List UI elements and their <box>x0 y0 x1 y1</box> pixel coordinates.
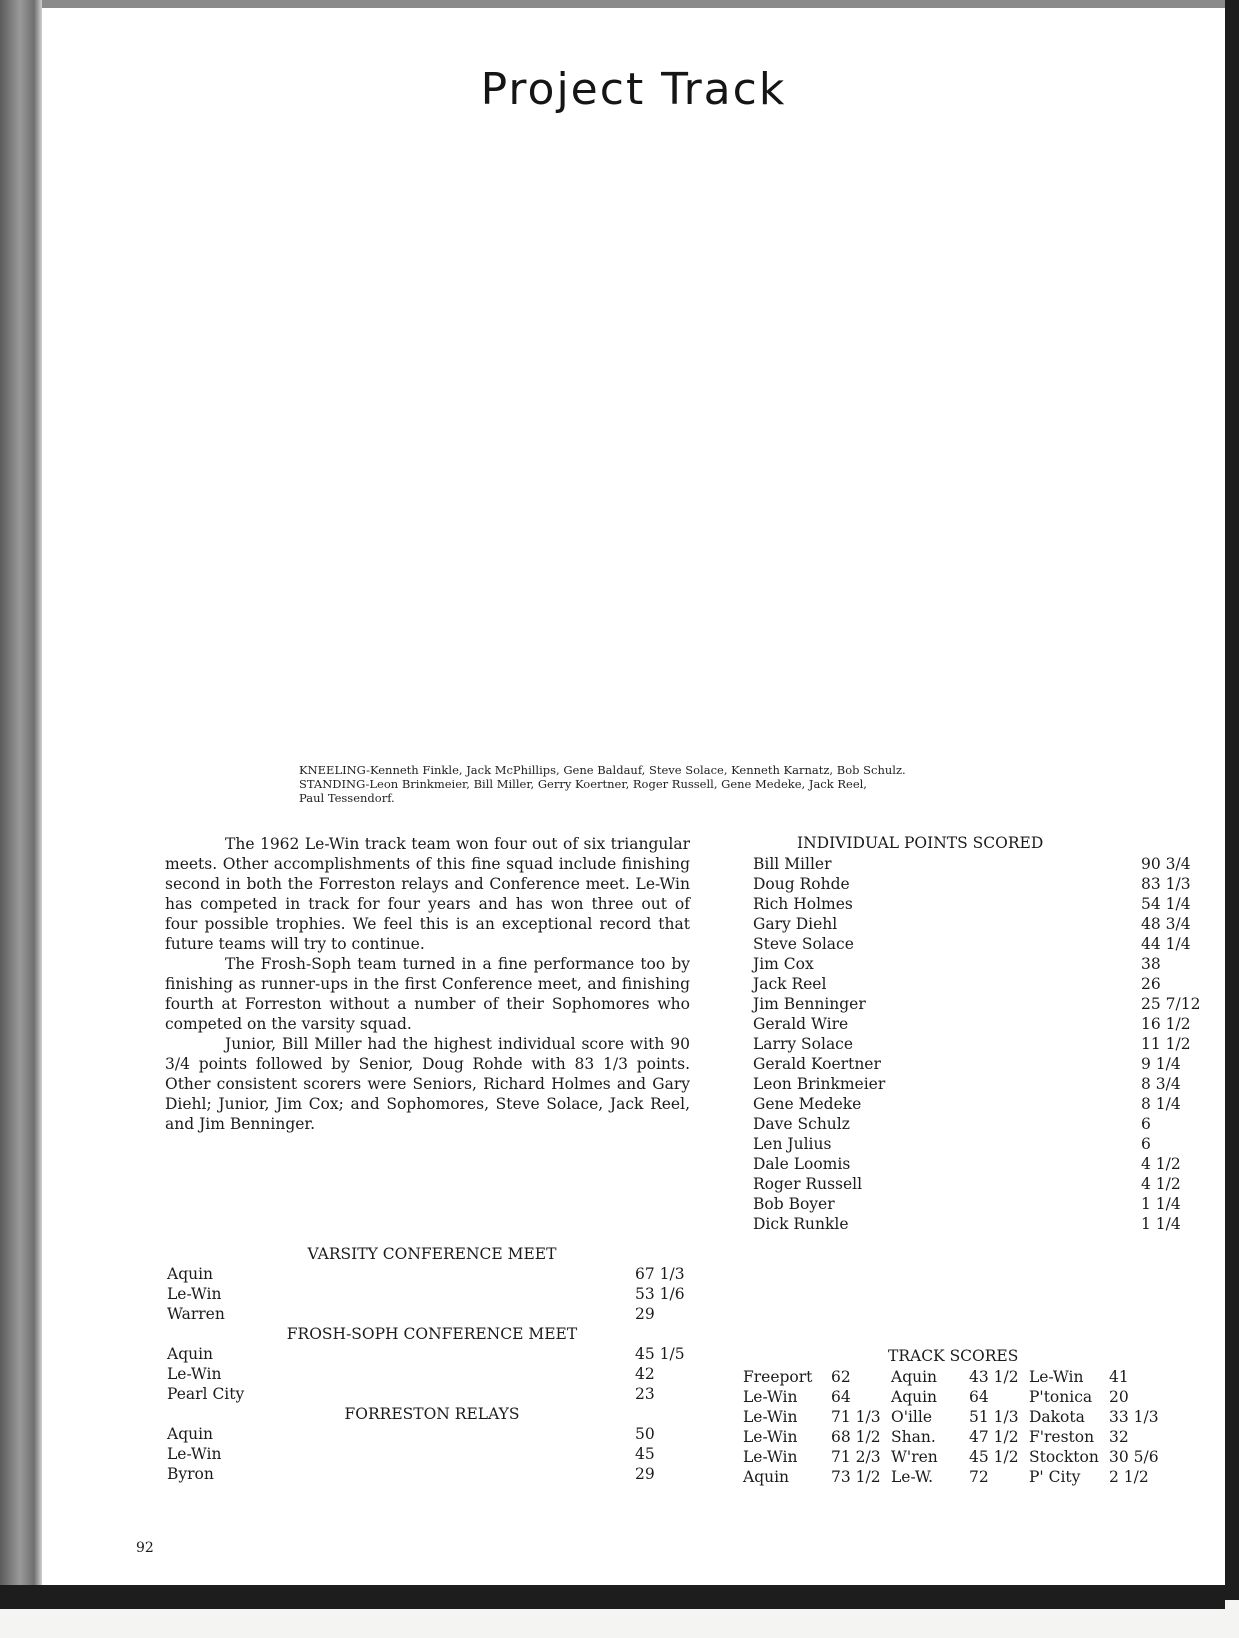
scorer-points: 83 1/3 <box>1141 875 1191 893</box>
list-item <box>167 1344 697 1364</box>
team-name: Le-Win <box>167 1445 222 1463</box>
meet-title: FROSH-SOPH CONFERENCE MEET <box>286 1325 578 1343</box>
team-score: 23 <box>635 1385 655 1403</box>
team-cell: Dakota <box>1029 1408 1085 1426</box>
list-item <box>753 894 1203 914</box>
scorer-points: 25 7/12 <box>1141 995 1201 1013</box>
list-item <box>753 1034 1203 1054</box>
scorer-points: 90 3/4 <box>1141 855 1191 873</box>
scorer-name: Bill Miller <box>753 855 832 873</box>
team-name: Aquin <box>167 1425 214 1443</box>
score-cell: 33 1/3 <box>1109 1408 1159 1426</box>
team-cell: O'ille <box>891 1408 933 1426</box>
score-cell: 30 5/6 <box>1109 1448 1159 1466</box>
score-cell: 71 1/3 <box>831 1408 881 1426</box>
team-cell: P'tonica <box>1029 1388 1093 1406</box>
list-item <box>753 1074 1203 1094</box>
scorer-name: Dale Loomis <box>753 1155 851 1173</box>
list-item <box>167 1264 697 1284</box>
scorer-points: 11 1/2 <box>1141 1035 1191 1053</box>
paragraph: The Frosh-Soph team turned in a fine performance too by finishing as runner-ups in the first Conference meet, and finishing fourth at Forreston without a number of their Sophomores who competed on the varsity squad. <box>165 955 690 1033</box>
track-scores-table <box>743 1367 1169 1487</box>
scorer-points: 8 1/4 <box>1141 1095 1181 1113</box>
scorer-points: 8 3/4 <box>1141 1075 1181 1093</box>
team-cell: P' City <box>1029 1468 1081 1486</box>
list-item <box>753 1214 1203 1234</box>
team-score: 29 <box>635 1305 655 1323</box>
team-cell: Aquin <box>743 1468 790 1486</box>
track-scores-title: TRACK SCORES <box>888 1347 1019 1365</box>
list-item <box>167 1284 697 1304</box>
score-cell: 71 2/3 <box>831 1448 881 1466</box>
team-cell: Stockton <box>1029 1448 1099 1466</box>
team-cell: Le-Win <box>1029 1368 1084 1386</box>
list-item <box>753 1114 1203 1134</box>
scorer-name: Roger Russell <box>753 1175 863 1193</box>
scorer-name: Rich Holmes <box>753 895 853 913</box>
table-row <box>743 1387 1169 1407</box>
list-item <box>753 1054 1203 1074</box>
paragraph: The 1962 Le-Win track team won four out of six triangular meets. Other accomplishments of this fine squad include finishing second in both the Forreston relays and Conference meet. Le-Win has competed in track for four years and has won three out of four possible trophies. We feel this is an exceptional record that future teams will try to continue. <box>165 835 690 953</box>
scan-bottom-edge <box>0 1585 1225 1609</box>
team-cell: Le-W. <box>891 1468 934 1486</box>
scorer-name: Gerald Koertner <box>753 1055 881 1073</box>
scorer-points: 44 1/4 <box>1141 935 1191 953</box>
team-score: 45 <box>635 1445 655 1463</box>
team-cell: Aquin <box>891 1388 938 1406</box>
caption-kneeling: KNEELING-Kenneth Finkle, Jack McPhillips, Gene Baldauf, Steve Solace, Kenneth Karnatz, Bob Schulz. <box>299 763 906 777</box>
scorer-points: 6 <box>1141 1135 1151 1153</box>
score-cell: 64 <box>969 1388 989 1406</box>
scan-right-edge <box>1225 0 1239 1600</box>
scorer-points: 6 <box>1141 1115 1151 1133</box>
scorer-name: Dick Runkle <box>753 1215 849 1233</box>
table-row <box>743 1427 1169 1447</box>
scorer-points: 16 1/2 <box>1141 1015 1191 1033</box>
team-score: 67 1/3 <box>635 1265 685 1283</box>
scorer-points: 26 <box>1141 975 1161 993</box>
meet-rows <box>167 1264 697 1324</box>
team-cell: Shan. <box>891 1428 936 1446</box>
scan-binding-edge <box>0 0 42 1600</box>
team-cell: Le-Win <box>743 1388 798 1406</box>
list-item <box>167 1444 697 1464</box>
scorer-points: 48 3/4 <box>1141 915 1191 933</box>
score-cell: 73 1/2 <box>831 1468 881 1486</box>
team-name: Warren <box>167 1305 225 1323</box>
team-cell: Le-Win <box>743 1408 798 1426</box>
photo-caption <box>299 763 1079 805</box>
list-item <box>753 914 1203 934</box>
list-item <box>167 1384 697 1404</box>
scorer-name: Jim Benninger <box>753 995 866 1013</box>
team-name: Aquin <box>167 1345 214 1363</box>
team-score: 45 1/5 <box>635 1345 685 1363</box>
list-item <box>753 954 1203 974</box>
individual-points-list <box>753 854 1203 1234</box>
scorer-name: Bob Boyer <box>753 1195 835 1213</box>
team-name: Le-Win <box>167 1365 222 1383</box>
varsity-meet <box>167 1244 697 1324</box>
team-name: Byron <box>167 1465 214 1483</box>
list-item <box>167 1424 697 1444</box>
score-cell: 45 1/2 <box>969 1448 1019 1466</box>
score-cell: 64 <box>831 1388 851 1406</box>
list-item <box>753 974 1203 994</box>
paragraph: Junior, Bill Miller had the highest individual score with 90 3/4 points followed by Senior, Doug Rohde with 83 1/3 points. Other consistent scorers were Seniors, Richard Holmes and Gary Diehl; Junior, Jim Cox; and Sophomores, Steve Solace, Jack Reel, and Jim Benninger. <box>165 1035 690 1133</box>
scorer-points: 54 1/4 <box>1141 895 1191 913</box>
score-cell: 72 <box>969 1468 989 1486</box>
scorer-points: 1 1/4 <box>1141 1195 1181 1213</box>
team-score: 53 1/6 <box>635 1285 685 1303</box>
scorer-points: 4 1/2 <box>1141 1175 1181 1193</box>
scorer-points: 1 1/4 <box>1141 1215 1181 1233</box>
list-item <box>753 1154 1203 1174</box>
team-name: Pearl City <box>167 1385 245 1403</box>
meet-title: VARSITY CONFERENCE MEET <box>307 1245 557 1263</box>
list-item <box>753 994 1203 1014</box>
caption-standing: STANDING-Leon Brinkmeier, Bill Miller, Gerry Koertner, Roger Russell, Gene Medeke, Jack Reel, <box>299 777 867 791</box>
table-row <box>743 1467 1169 1487</box>
team-cell: Aquin <box>891 1368 938 1386</box>
score-cell: 62 <box>831 1368 851 1386</box>
scorer-name: Jim Cox <box>753 955 814 973</box>
score-cell: 68 1/2 <box>831 1428 881 1446</box>
table-row <box>743 1367 1169 1387</box>
team-cell: Le-Win <box>743 1448 798 1466</box>
scorer-name: Gene Medeke <box>753 1095 862 1113</box>
scorer-name: Dave Schulz <box>753 1115 850 1133</box>
list-item <box>753 1014 1203 1034</box>
score-cell: 41 <box>1109 1368 1129 1386</box>
scorer-name: Larry Solace <box>753 1035 854 1053</box>
list-item <box>167 1304 697 1324</box>
score-cell: 47 1/2 <box>969 1428 1019 1446</box>
scorer-points: 9 1/4 <box>1141 1055 1181 1073</box>
frosh-soph-meet <box>167 1324 697 1404</box>
list-item <box>753 1134 1203 1154</box>
table-row <box>743 1447 1169 1467</box>
scan-top-edge <box>0 0 1239 8</box>
caption-standing-cont: Paul Tessendorf. <box>299 791 395 805</box>
page-number: 92 <box>136 1540 154 1556</box>
team-score: 29 <box>635 1465 655 1483</box>
team-cell: Le-Win <box>743 1428 798 1446</box>
scorer-name: Len Julius <box>753 1135 832 1153</box>
scorer-points: 4 1/2 <box>1141 1155 1181 1173</box>
team-score: 42 <box>635 1365 655 1383</box>
scorer-name: Doug Rohde <box>753 875 850 893</box>
table-row <box>743 1407 1169 1427</box>
scorer-name: Gerald Wire <box>753 1015 849 1033</box>
meet-rows <box>167 1424 697 1484</box>
list-item <box>753 934 1203 954</box>
scorer-name: Steve Solace <box>753 935 854 953</box>
team-name: Aquin <box>167 1265 214 1283</box>
list-item <box>753 1174 1203 1194</box>
list-item <box>753 874 1203 894</box>
list-item <box>167 1464 697 1484</box>
individual-points-title: INDIVIDUAL POINTS SCORED <box>797 834 1044 852</box>
team-score: 50 <box>635 1425 655 1443</box>
scorer-name: Leon Brinkmeier <box>753 1075 886 1093</box>
meet-rows <box>167 1344 697 1404</box>
page-title: Project Track <box>480 64 787 115</box>
list-item <box>167 1364 697 1384</box>
list-item <box>753 854 1203 874</box>
article-body <box>165 834 690 1134</box>
meet-title: FORRESTON RELAYS <box>344 1405 520 1423</box>
scorer-name: Jack Reel <box>753 975 827 993</box>
list-item <box>753 1094 1203 1114</box>
score-cell: 32 <box>1109 1428 1129 1446</box>
team-cell: Freeport <box>743 1368 813 1386</box>
team-cell: F'reston <box>1029 1428 1095 1446</box>
score-cell: 2 1/2 <box>1109 1468 1149 1486</box>
score-cell: 51 1/3 <box>969 1408 1019 1426</box>
team-cell: W'ren <box>891 1448 938 1466</box>
yearbook-page <box>42 8 1225 1585</box>
score-cell: 20 <box>1109 1388 1129 1406</box>
score-cell: 43 1/2 <box>969 1368 1019 1386</box>
forreston-relays <box>167 1404 697 1484</box>
team-name: Le-Win <box>167 1285 222 1303</box>
scorer-points: 38 <box>1141 955 1161 973</box>
list-item <box>753 1194 1203 1214</box>
scorer-name: Gary Diehl <box>753 915 838 933</box>
